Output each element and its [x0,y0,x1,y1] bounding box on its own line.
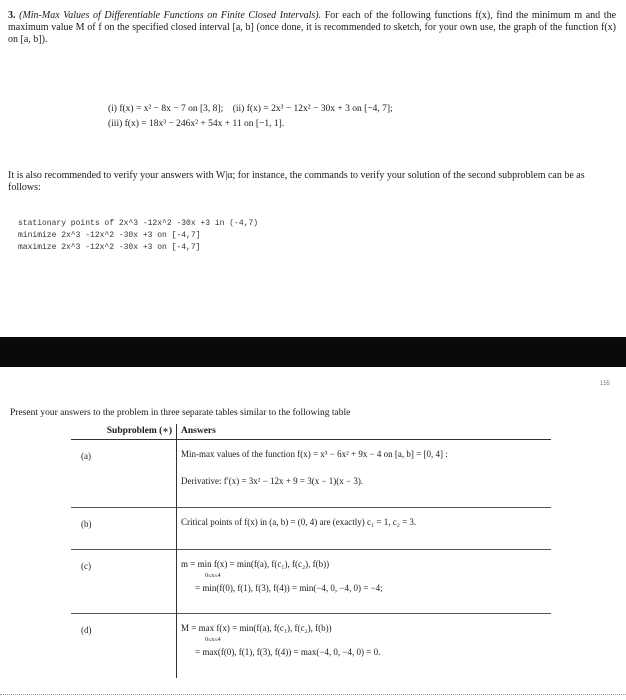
answer-line: Derivative: f′(x) = 3x² − 12x + 9 = 3(x − 1)(x − 3). [181,476,364,486]
answer-subscript: 0≤x≤4 [205,573,221,579]
answer-subscript: 0≤x≤4 [205,637,221,643]
table-row [71,508,551,550]
table-row [71,440,551,508]
function-ii: (ii) f(x) = 2x³ − 12x² − 30x + 3 on [−4, 7]; [232,104,393,114]
page-number: 155 [600,381,611,387]
problem-page [0,0,626,337]
row-answer [177,614,552,678]
header-answers: Answers [177,424,552,440]
function-i: (i) f(x) = x² − 8x − 7 on [3, 8]; [108,104,224,114]
page-separator [0,337,626,367]
table-row [71,614,551,678]
row-answer [177,508,552,550]
code-line: minimize 2x^3 -12x^2 -30x +3 on [-4,7] [18,231,201,240]
code-line: stationary points of 2x^3 -12x^2 -30x +3 in (-4,7) [18,219,259,228]
bottom-dotted-rule [0,694,626,695]
verify-paragraph: It is also recommended to verify your answers with W|α; for instance, the commands to verify your solution of the second subproblem can be as follows: [8,170,585,193]
problem-number: 3. [8,10,16,21]
answer-line: Min-max values of the function f(x) = x³ − 6x² + 9x − 4 on [a, b] = [0, 4] : [181,449,448,459]
code-line: maximize 2x^3 -12x^2 -30x +3 on [-4,7] [18,243,201,252]
row-answer [177,550,552,614]
row-label: (b) [71,508,177,550]
row-label: (d) [71,614,177,678]
row-answer [177,440,552,508]
present-instruction: Present your answers to the problem in three separate tables similar to the following table [10,408,351,418]
code-block [18,218,258,254]
answer-table [71,424,551,678]
problem-text: For each of the following functions f(x), find the minimum m and the maximum value M of f on the specified closed interval [a, b] (once done, it is recommended to sketch, for your own use, the graph of the function f(x) on [a, b]). [8,10,617,45]
problem-statement [8,10,616,46]
answer-line: Critical points of f(x) in (a, b) = (0, 4) are (exactly) c₁ = 1, c₂ = 3. [181,517,417,527]
problem-title: (Min-Max Values of Differentiable Functions on Finite Closed Intervals). [19,10,322,21]
table-row [71,550,551,614]
row-label: (c) [71,550,177,614]
answer-line: = min(f(0), f(1), f(3), f(4)) = min(−4, 0, −4, 0) = −4; [195,583,383,593]
header-subproblem: Subproblem (∗) [71,424,177,440]
function-list [108,102,393,132]
answer-line: m = min f(x) = min(f(a), f(c₁), f(c₂), f(b)) [181,559,330,569]
row-label: (a) [71,440,177,508]
answer-line: = max(f(0), f(1), f(3), f(4)) = max(−4, 0, −4, 0) = 0. [195,647,381,657]
answer-line: M = max f(x) = min(f(a), f(c₁), f(c₂), f(b)) [181,623,332,633]
function-iii: (iii) f(x) = 18x³ − 246x² + 54x + 11 on [−1, 1]. [108,119,285,129]
